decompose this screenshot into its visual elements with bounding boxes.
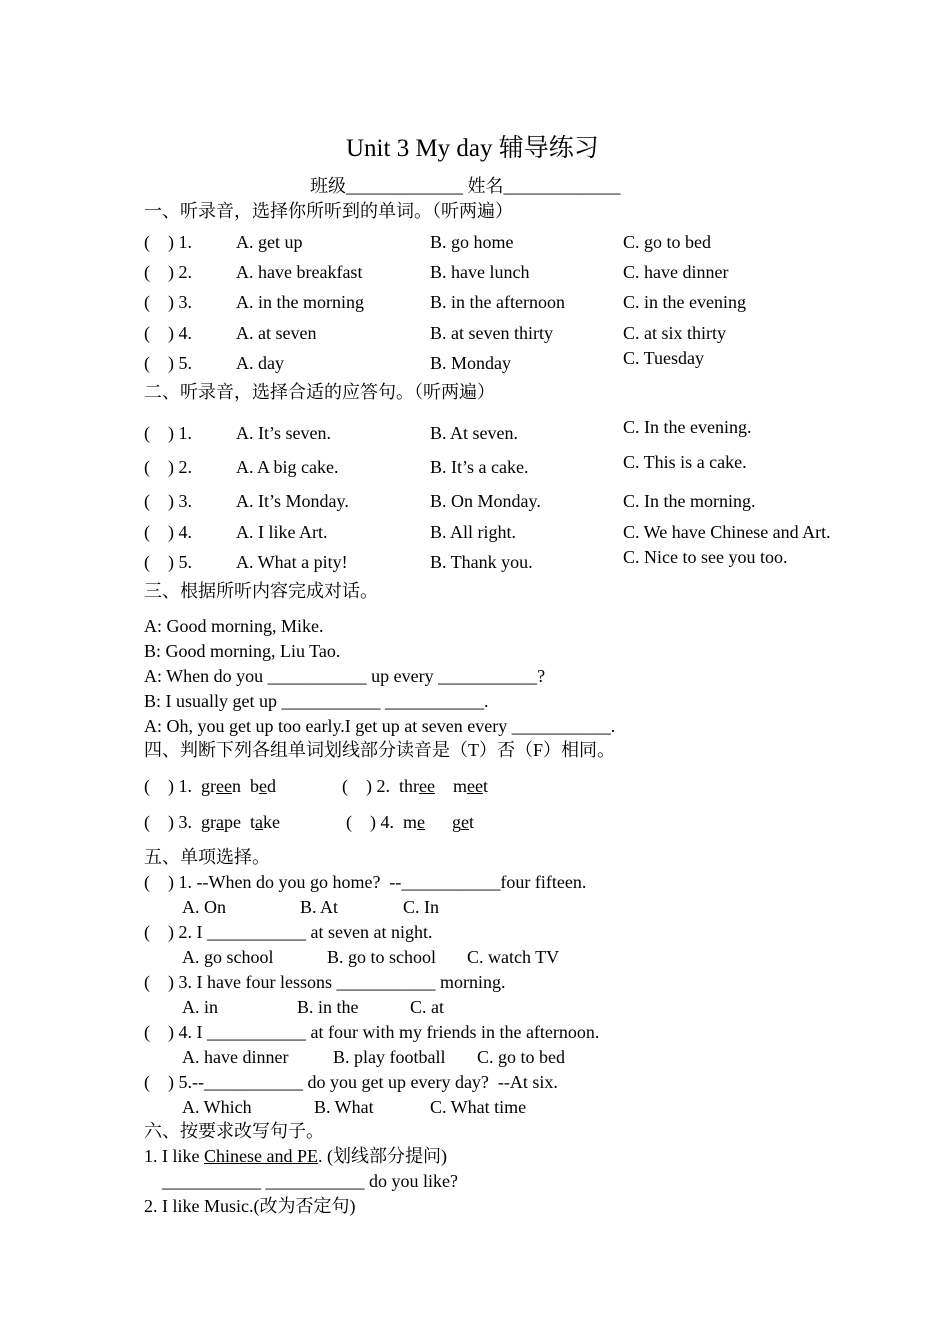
s2-q2-option-a: A. A big cake. [236,457,339,477]
s2-q4-option-c: C. We have Chinese and Art. [623,522,831,542]
s2-q2-option-b: B. It’s a cake. [430,457,529,477]
s2-q1-option-c: C. In the evening. [623,417,752,437]
s4-q3-word1: grape [201,812,241,832]
s2-q1-option-b: B. At seven. [430,423,518,443]
s4-q3-number: ( ) 3. [144,812,192,832]
s1-q4-option-c: C. at six thirty [623,323,726,343]
s1-q5-option-a: A. day [236,353,284,373]
s5-q5-option-a: A. Which [182,1097,252,1117]
s2-q5-option-b: B. Thank you. [430,552,533,572]
s1-q5-number: ( ) 5. [144,353,192,373]
s1-q3-option-a: A. in the morning [236,292,364,312]
page-title: Unit 3 My day 辅导练习 [346,135,599,162]
s4-q1-number: ( ) 1. [144,776,192,796]
s5-q4-option-b: B. play football [333,1047,446,1067]
s5-q1-option-b: B. At [300,897,339,917]
section-2-heading: 二、听录音，选择合适的应答句。（听两遍） [144,382,495,402]
section-5-heading: 五、单项选择。 [144,847,270,867]
s5-q3-option-b: B. in the [297,997,359,1017]
s5-q4-option-a: A. have dinner [182,1047,289,1067]
s2-q5-number: ( ) 5. [144,552,192,572]
s5-q3-option-a: A. in [182,997,218,1017]
s4-q3 [144,812,280,832]
s5-q3-stem: ( ) 3. I have four lessons ___________ morning. [144,972,506,992]
s5-q2-option-c: C. watch TV [467,947,560,967]
s5-q1-option-a: A. On [182,897,226,917]
s4-q2-word1: three [399,776,435,796]
s2-q3-option-b: B. On Monday. [430,491,541,511]
s1-q2-option-b: B. have lunch [430,262,530,282]
section-6-heading: 六、按要求改写句子。 [144,1121,324,1141]
s2-q5-option-c: C. Nice to see you too. [623,547,788,567]
s5-q1-option-c: C. In [403,897,439,917]
s4-q1-word2: bed [249,776,276,796]
section-1-heading: 一、听录音，选择你所听到的单词。（听两遍） [144,201,513,221]
s1-q3-option-c: C. in the evening [623,292,746,312]
class-label: 班级 [310,176,346,196]
s2-q1-number: ( ) 1. [144,423,192,443]
s1-q3-number: ( ) 3. [144,292,192,312]
s5-q2-stem: ( ) 2. I ___________ at seven at night. [144,922,433,942]
name-label: 姓名 [463,176,504,196]
s1-q4-number: ( ) 4. [144,323,192,343]
s4-q4-word1: me [403,812,426,832]
s2-q4-number: ( ) 4. [144,522,192,542]
s2-q1-option-a: A. It’s seven. [236,423,331,443]
s1-q1-option-b: B. go home [430,232,514,252]
s1-q2-number: ( ) 2. [144,262,192,282]
s2-q4-option-b: B. All right. [430,522,517,542]
s6-q1: 1. I like Chinese and PE. (划线部分提问) [144,1146,447,1166]
class-name-line [310,176,621,196]
dialogue-line: A: When do you ___________ up every ___________? [144,666,546,686]
s5-q4-stem: ( ) 4. I ___________ at four with my friends in the afternoon. [144,1022,600,1042]
s1-q5-option-b: B. Monday [430,353,511,373]
s4-q3-word2: take [250,812,281,832]
s5-q4-option-c: C. go to bed [477,1047,565,1067]
s1-q1-option-c: C. go to bed [623,232,711,252]
dialogue-line: B: Good morning, Liu Tao. [144,641,341,661]
s5-q2-option-a: A. go school [182,947,274,967]
dialogue-line: A: Good morning, Mike. [144,616,324,636]
s1-q2-option-a: A. have breakfast [236,262,363,282]
s5-q5-stem: ( ) 5.--___________ do you get up every day? --At six. [144,1072,558,1092]
name-blank: _____________ [503,176,621,196]
dialogue-line: B: I usually get up ___________ ___________. [144,691,489,711]
section-3-heading: 三、根据所听内容完成对话。 [144,581,378,601]
s1-q4-option-a: A. at seven [236,323,317,343]
s5-q2-option-b: B. go to school [327,947,437,967]
s6-q1-answer: ___________ ___________ do you like? [162,1171,458,1191]
s1-q4-option-b: B. at seven thirty [430,323,553,343]
s4-q2 [342,776,488,796]
s1-q2-option-c: C. have dinner [623,262,729,282]
dialogue-line: A: Oh, you get up too early.I get up at seven every ___________. [144,716,616,736]
s4-q2-number: ( ) 2. [342,776,390,796]
s2-q4-option-a: A. I like Art. [236,522,328,542]
s5-q3-option-c: C. at [410,997,444,1017]
s5-q1-stem: ( ) 1. --When do you go home? --___________four fifteen. [144,872,587,892]
s1-q3-option-b: B. in the afternoon [430,292,565,312]
s2-q2-option-c: C. This is a cake. [623,452,747,472]
s1-q1-number: ( ) 1. [144,232,192,252]
s2-q2-number: ( ) 2. [144,457,192,477]
s2-q3-option-c: C. In the morning. [623,491,756,511]
s2-q3-number: ( ) 3. [144,491,192,511]
s4-q2-word2: meet [452,776,488,796]
s6-q2: 2. I like Music.(改为否定句) [144,1196,356,1216]
class-blank: _____________ [346,176,463,196]
s5-q5-option-c: C. What time [430,1097,527,1117]
s6-q1-underlined: Chinese and PE [204,1146,318,1166]
s5-q5-option-b: B. What [314,1097,374,1117]
s2-q3-option-a: A. It’s Monday. [236,491,349,511]
s4-q1-word1: green [201,776,241,796]
s4-q4 [346,812,474,832]
s1-q5-option-c: C. Tuesday [623,348,705,368]
s2-q5-option-a: A. What a pity! [236,552,348,572]
s1-q1-option-a: A. get up [236,232,303,252]
section-4-heading: 四、判断下列各组单词划线部分读音是（T）否（F）相同。 [144,740,616,760]
s4-q4-number: ( ) 4. [346,812,394,832]
s4-q1 [144,776,276,796]
s4-q4-word2: get [452,812,475,832]
